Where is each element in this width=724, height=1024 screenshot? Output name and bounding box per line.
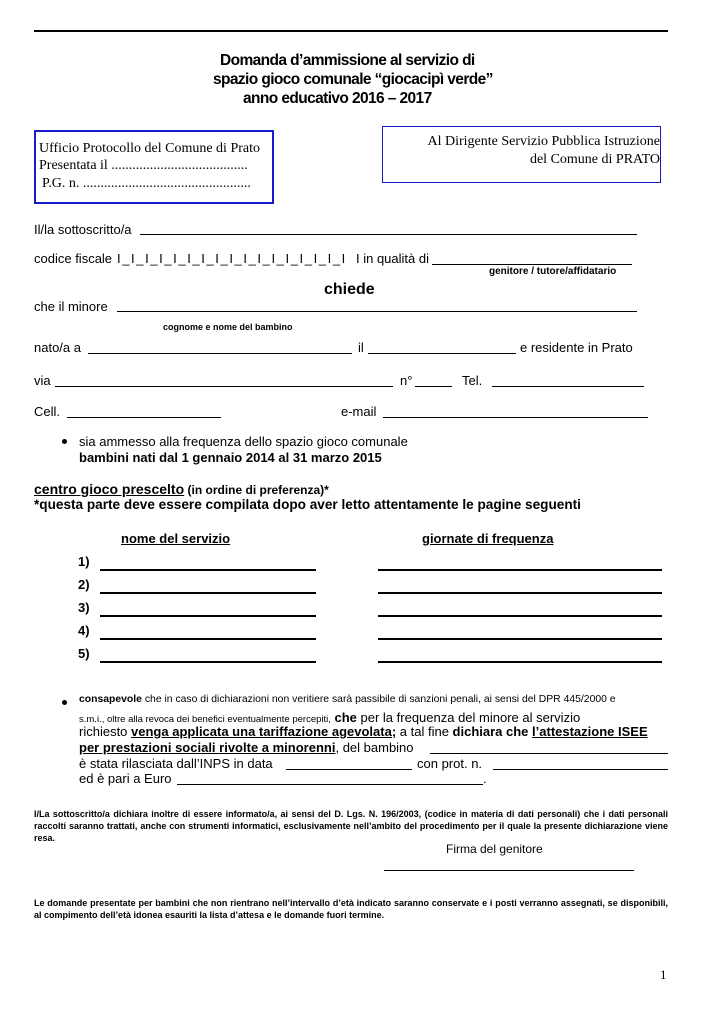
service-field[interactable] — [100, 592, 316, 594]
undersigned-field[interactable] — [140, 234, 637, 235]
days-field[interactable] — [378, 592, 662, 594]
birthdate-field[interactable] — [368, 353, 516, 354]
declaration-line-4 — [79, 740, 414, 755]
top-rule — [34, 30, 668, 32]
declaration-text: s.m.i., oltre alla revoca dei benefici eventualmente percepiti, — [79, 714, 331, 725]
row-number: 4) — [78, 623, 90, 638]
page-number: 1 — [660, 967, 667, 982]
email-label: e-mail — [341, 404, 377, 419]
fiscal-code-label: codice fiscale — [34, 251, 113, 266]
service-field[interactable] — [100, 638, 316, 640]
request-heading: chiede — [324, 281, 375, 298]
admission-line-2: bambini nati dal 1 gennaio 2014 al 31 marzo 2015 — [79, 450, 382, 465]
isee-amount-label: ed è pari a Euro — [79, 771, 172, 786]
centers-heading-suffix: (in ordine di preferenza)* — [184, 483, 329, 497]
days-field[interactable] — [378, 569, 662, 571]
street-field[interactable] — [55, 386, 393, 387]
fiscal-code-boxes[interactable]: I_I_I_I_I_I_I_I_I_I_I_I_I_I_I_I_I — [117, 251, 347, 266]
service-field[interactable] — [100, 569, 316, 571]
recipient-line-2: del Comune di PRATO — [529, 152, 660, 167]
centers-note: *questa parte deve essere compilata dopo aver letto attentamente le pagine seguenti — [34, 497, 581, 512]
row-number: 2) — [78, 577, 90, 592]
admission-line-1: sia ammesso alla frequenza dello spazio gioco comunale — [79, 434, 408, 449]
declaration-line-1 — [79, 694, 616, 705]
isee-date-field[interactable] — [286, 769, 412, 770]
col-service-header: nome del servizio — [121, 531, 231, 546]
mobile-label: Cell. — [34, 404, 61, 419]
isee-amount-field[interactable] — [177, 784, 483, 785]
declaration-line-3 — [79, 724, 648, 739]
minor-label: che il minore — [34, 299, 108, 314]
quality-label: I in qualità di — [356, 251, 429, 266]
phone-label: Tel. — [462, 373, 483, 388]
street-number-label: n° — [400, 373, 413, 388]
signature-field[interactable] — [384, 870, 634, 871]
privacy-statement: I/La sottoscritto/a dichiara inoltre di essere informato/a, ai sensi del D. Lgs. N. 196/2003, (codice in materia di dati personali) che i dati personali raccolti saranno trattati, anche con strumenti informatici, esclusivamente nell’ambito del procedimento per il quale la presente dichiarazione viene resa. — [34, 809, 668, 843]
declaration-text: che in caso di dichiarazioni non veritiere sarà passibile di sanzioni penali, ai sensi del DPR 445/2000 e — [141, 694, 616, 705]
centers-heading-main: centro gioco prescelto — [34, 481, 185, 497]
bullet — [62, 700, 67, 705]
declaration-prestazioni: per prestazioni sociali rivolte a minorenni — [79, 740, 336, 755]
protocol-box — [34, 130, 274, 204]
protocol-number-field[interactable] — [493, 769, 668, 770]
child-name-field[interactable] — [430, 753, 668, 754]
days-field[interactable] — [378, 638, 662, 640]
title-line-3: anno educativo 2016 – 2017 — [243, 90, 432, 107]
recipient-line-1: Al Dirigente Servizio Pubblica Istruzione — [427, 134, 660, 149]
footer-note: Le domande presentate per bambini che non rientrano nell’intervallo d’età indicato saranno conservate e i posti verranno assegnati, se disponibili, al compimento dell’età idonea esauriti la lista d’attesa e le domande fuori termine. — [34, 898, 668, 920]
row-number: 5) — [78, 646, 90, 661]
minor-hint: cognome e nome del bambino — [163, 322, 293, 332]
title-line-2: spazio gioco comunale “giocacipì verde” — [213, 71, 493, 88]
birthplace-label: nato/a a — [34, 340, 81, 355]
service-field[interactable] — [100, 615, 316, 617]
declaration-isee: l’attestazione ISEE — [532, 724, 648, 739]
row-number: 3) — [78, 600, 90, 615]
isee-amount-period: . — [483, 771, 487, 786]
birthplace-field[interactable] — [88, 353, 352, 354]
days-field[interactable] — [378, 615, 662, 617]
days-field[interactable] — [378, 661, 662, 663]
title-line-1: Domanda d’ammissione al servizio di — [220, 52, 475, 69]
street-label: via — [34, 373, 51, 388]
bullet — [62, 439, 67, 444]
service-field[interactable] — [100, 661, 316, 663]
birthdate-label: il — [358, 340, 364, 355]
mobile-field[interactable] — [67, 417, 221, 418]
declaration-tariff: venga applicata una tariffazione agevolata; — [131, 724, 397, 739]
declaration-text: a tal fine — [396, 724, 453, 739]
quality-hint: genitore / tutore/affidatario — [489, 266, 617, 277]
isee-date-label: è stata rilasciata dall’INPS in data — [79, 756, 273, 771]
email-field[interactable] — [383, 417, 648, 418]
protocol-office: Ufficio Protocollo del Comune di Prato — [39, 141, 260, 156]
declaration-text: richiesto — [79, 724, 132, 739]
declaration-text: per la frequenza del minore al servizio — [356, 710, 581, 725]
quality-field[interactable] — [432, 264, 632, 265]
row-number: 1) — [78, 554, 90, 569]
declaration-text: , del bambino — [335, 740, 414, 755]
minor-field[interactable] — [117, 311, 637, 312]
protocol-presented: Presentata il ....................................... — [39, 158, 248, 173]
col-days-header: giornate di frequenza — [422, 531, 554, 546]
street-number-field[interactable] — [415, 386, 452, 387]
declaration-dichiara: dichiara che — [452, 724, 533, 739]
protocol-number-label: con prot. n. — [417, 756, 483, 771]
declaration-consapevole: consapevole — [79, 694, 142, 705]
protocol-pg-number: P.G. n. ................................................ — [42, 176, 251, 191]
undersigned-label: Il/la sottoscritto/a — [34, 222, 132, 237]
declaration-che: che — [330, 710, 357, 725]
recipient-box — [382, 126, 661, 183]
residence-label: e residente in Prato — [520, 340, 633, 355]
signature-label: Firma del genitore — [446, 842, 543, 856]
phone-field[interactable] — [492, 386, 644, 387]
